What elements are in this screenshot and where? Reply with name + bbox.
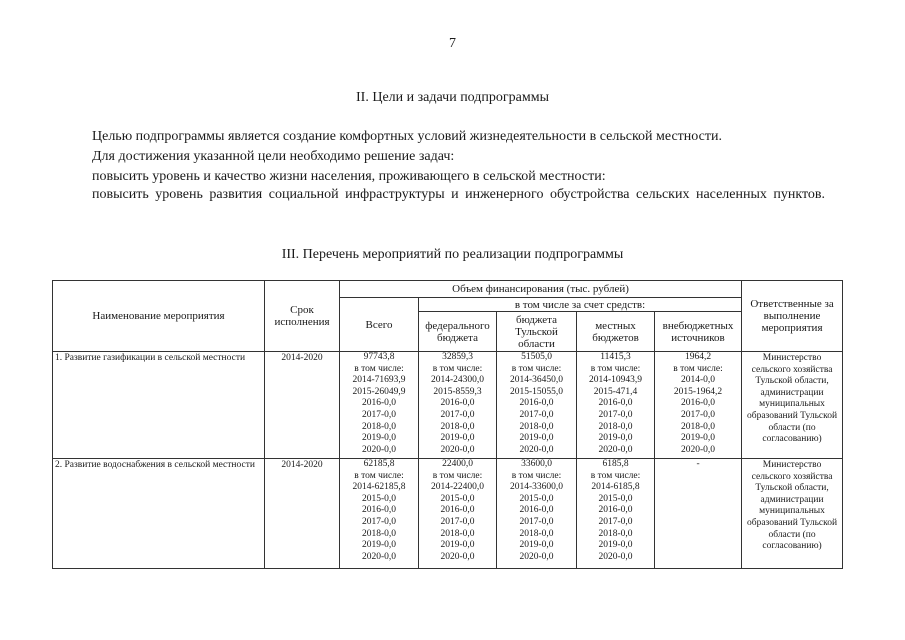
- funding-line: 2014-0,0: [681, 375, 716, 386]
- funding-line: 2017-0,0: [440, 516, 475, 527]
- header-responsible: Ответственные за выполнение мероприятия: [742, 281, 843, 352]
- funding-line: 2019-0,0: [681, 433, 716, 444]
- funding-line: 2019-0,0: [598, 540, 633, 551]
- funding-federal-cell: [419, 459, 497, 569]
- measures-table: [52, 280, 843, 569]
- task-1-paragraph: повысить уровень и качество жизни населения, проживающего в сельской местности:: [92, 169, 606, 184]
- funding-line: 2015-1964,2: [673, 386, 723, 397]
- funding-line: 2019-0,0: [519, 433, 554, 444]
- funding-line: 2020-0,0: [440, 444, 475, 455]
- funding-line: 2020-0,0: [598, 444, 633, 455]
- funding-regional-cell: [497, 459, 577, 569]
- funding-line: 2020-0,0: [361, 551, 397, 562]
- header-federal: федерального бюджета: [419, 312, 497, 352]
- funding-line: 2016-0,0: [361, 398, 397, 409]
- funding-line: 2019-0,0: [440, 540, 475, 551]
- funding-line: в том числе:: [673, 363, 723, 374]
- funding-line: 22400,0: [442, 459, 473, 469]
- funding-line: 62185,8: [363, 459, 395, 469]
- funding-line: 2016-0,0: [519, 505, 554, 516]
- funding-line: 2015-0,0: [440, 493, 475, 504]
- section3-title: III. Перечень мероприятий по реализации подпрограммы: [281, 247, 624, 262]
- funding-line: в том числе:: [354, 363, 404, 374]
- funding-line: 2014-36450,0: [509, 375, 564, 386]
- funding-line: 2016-0,0: [598, 505, 633, 516]
- header-local: местных бюджетов: [577, 312, 655, 352]
- funding-line: в том числе:: [354, 470, 404, 481]
- funding-line: 2014-10943,9: [588, 375, 643, 386]
- funding-line: 2020-0,0: [598, 551, 633, 562]
- funding-total-cell: [340, 352, 419, 459]
- funding-line: 2017-0,0: [519, 516, 554, 527]
- funding-line: 2018-0,0: [361, 421, 397, 432]
- funding-line: 32859,3: [442, 352, 473, 362]
- funding-line: 6185,8: [602, 459, 629, 469]
- funding-line: 2016-0,0: [681, 398, 716, 409]
- funding-line: 2020-0,0: [681, 444, 716, 455]
- funding-line: 2016-0,0: [519, 398, 554, 409]
- goal-paragraph: Целью подпрограммы является создание комфортных условий жизнедеятельности в сельской местности.: [92, 129, 722, 144]
- funding-line: 2016-0,0: [440, 398, 475, 409]
- funding-line: 2020-0,0: [440, 551, 475, 562]
- funding-line: 2017-0,0: [598, 409, 633, 420]
- responsible-cell: Министерство сельского хозяйства Тульской области, администрации муниципальных образований Тульской области (по согласованию): [742, 352, 843, 459]
- tasks-intro-paragraph: Для достижения указанной цели необходимо решение задач:: [92, 149, 455, 164]
- funding-line: 2015-0,0: [519, 493, 554, 504]
- task-2-paragraph: повысить уровень развития социальной инфраструктуры и инженерного обустройства сельских населенных пунктов.: [92, 187, 826, 202]
- funding-line: в том числе:: [432, 363, 483, 374]
- header-including: в том числе за счет средств:: [419, 298, 742, 312]
- funding-line: 2018-0,0: [598, 421, 633, 432]
- section2-title: II. Цели и задачи подпрограммы: [356, 90, 549, 105]
- header-extra: внебюджетных источников: [655, 312, 742, 352]
- funding-line: 2017-0,0: [361, 516, 397, 527]
- funding-line: 2014-71693,9: [352, 375, 406, 386]
- funding-line: 33600,0: [521, 459, 552, 469]
- funding-line: 2018-0,0: [440, 528, 475, 539]
- measure-term: 2014-2020: [265, 459, 340, 569]
- funding-line: 2015-0,0: [361, 493, 397, 504]
- funding-line: 2016-0,0: [598, 398, 633, 409]
- funding-line: 2019-0,0: [440, 433, 475, 444]
- header-regional: бюджета Тульской области: [497, 312, 577, 352]
- funding-line: 2020-0,0: [519, 444, 554, 455]
- funding-line: 2019-0,0: [519, 540, 554, 551]
- funding-line: 2018-0,0: [681, 421, 716, 432]
- measure-term: 2014-2020: [265, 352, 340, 459]
- funding-line: 2016-0,0: [361, 505, 397, 516]
- funding-line: 2014-33600,0: [509, 482, 564, 493]
- funding-line: 2018-0,0: [440, 421, 475, 432]
- funding-line: 1964,2: [684, 352, 712, 362]
- responsible-cell: Министерство сельского хозяйства Тульской области, администрации муниципальных образований Тульской области (по согласованию): [742, 459, 843, 569]
- funding-local-cell: [577, 352, 655, 459]
- funding-line: 2015-15055,0: [509, 386, 564, 397]
- funding-line: 2020-0,0: [519, 551, 554, 562]
- funding-line: 2020-0,0: [361, 444, 397, 455]
- funding-line: 2019-0,0: [361, 540, 397, 551]
- funding-line: 2017-0,0: [519, 409, 554, 420]
- funding-local-cell: [577, 459, 655, 569]
- funding-line: в том числе:: [590, 470, 641, 481]
- funding-line: 2018-0,0: [519, 528, 554, 539]
- table-body: [53, 352, 843, 569]
- header-name: Наименование мероприятия: [53, 281, 265, 352]
- funding-line: 51505,0: [521, 352, 552, 362]
- header-term: Срок исполнения: [265, 281, 340, 352]
- funding-line: в том числе:: [511, 470, 562, 481]
- funding-line: 2017-0,0: [440, 409, 475, 420]
- funding-line: в том числе:: [511, 363, 562, 374]
- funding-extra-cell: [655, 352, 742, 459]
- funding-line: 2015-471,4: [593, 386, 638, 397]
- funding-line: 2018-0,0: [598, 528, 633, 539]
- measure-name: 2. Развитие водоснабжения в сельской местности: [53, 459, 265, 569]
- page-number: 7: [449, 36, 456, 51]
- funding-line: 2015-0,0: [598, 493, 633, 504]
- funding-regional-cell: [497, 352, 577, 459]
- funding-line: -: [696, 459, 700, 469]
- funding-total-cell: [340, 459, 419, 569]
- funding-line: 2015-26049,9: [352, 386, 406, 397]
- funding-line: 2019-0,0: [361, 433, 397, 444]
- funding-line: 2016-0,0: [440, 505, 475, 516]
- funding-line: 97743,8: [363, 352, 395, 362]
- funding-line: 2018-0,0: [361, 528, 397, 539]
- funding-line: 2017-0,0: [598, 516, 633, 527]
- funding-line: 2014-62185,8: [352, 482, 406, 493]
- funding-federal-cell: [419, 352, 497, 459]
- header-funding: Объем финансирования (тыс. рублей): [340, 281, 742, 298]
- funding-line: 2014-24300,0: [430, 375, 485, 386]
- table-row: [53, 352, 843, 459]
- funding-line: 11415,3: [600, 352, 631, 362]
- funding-line: 2019-0,0: [598, 433, 633, 444]
- funding-line: в том числе:: [590, 363, 641, 374]
- header-total: Всего: [340, 298, 419, 352]
- funding-line: 2018-0,0: [519, 421, 554, 432]
- funding-line: в том числе:: [432, 470, 483, 481]
- funding-line: 2015-8559,3: [433, 386, 482, 397]
- funding-extra-cell: [655, 459, 742, 569]
- funding-line: 2014-6185,8: [591, 482, 640, 493]
- funding-line: 2014-22400,0: [430, 482, 485, 493]
- funding-line: 2017-0,0: [681, 409, 716, 420]
- measure-name: 1. Развитие газификации в сельской местности: [53, 352, 265, 459]
- funding-line: 2017-0,0: [361, 409, 397, 420]
- table-row: [53, 459, 843, 569]
